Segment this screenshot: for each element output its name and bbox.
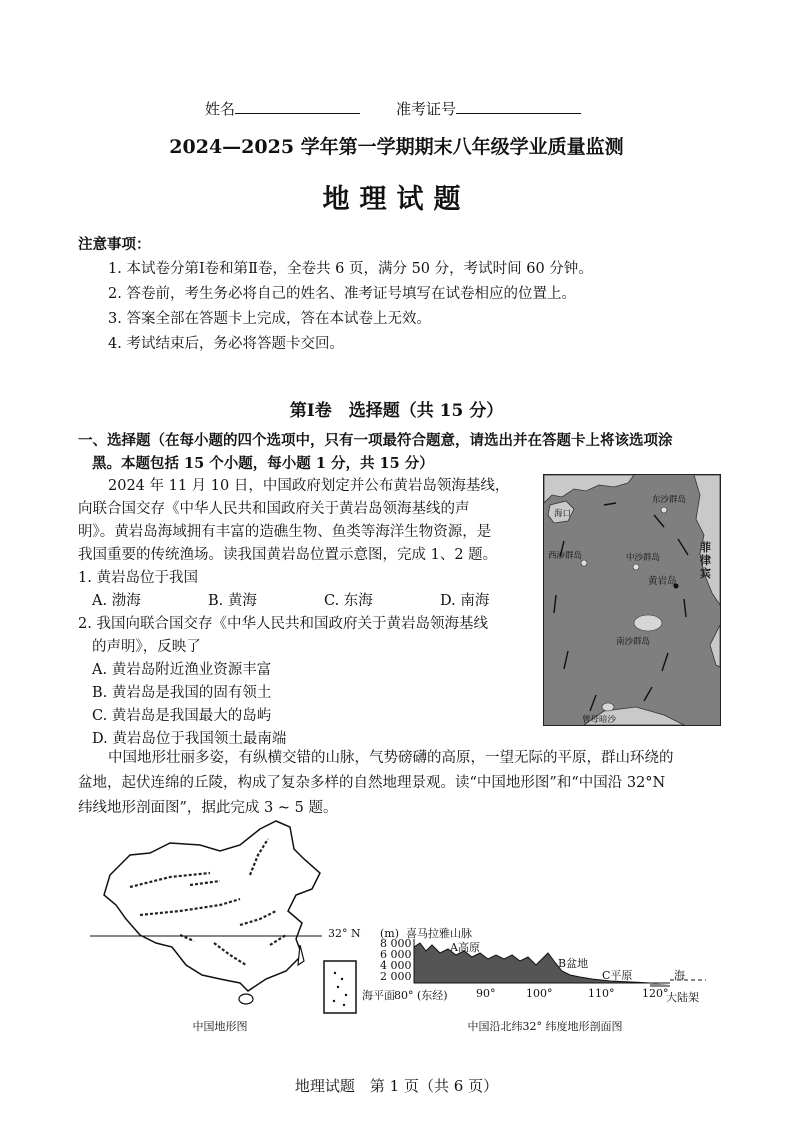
q2-option-b[interactable]: B. 黄岩岛是我国的固有领土 [92,685,272,701]
profile-y-tick: 4 000 [380,959,412,972]
china-map-graphic [90,815,380,1015]
q2-option-d[interactable]: D. 黄岩岛位于我国领土最南端 [92,731,287,747]
notice-heading: 注意事项： [78,236,151,253]
exam-id-field[interactable] [396,98,581,119]
map-label-nansha: 南沙群岛 [616,637,651,647]
passage-line: 我国重要的传统渔场。读我国黄岩岛位置示意图，完成 1、2 题。 [78,547,498,563]
passage-line: 纬线地形剖面图”，据此完成 3 ~ 5 题。 [78,800,338,816]
profile-label-shelf: 大陆架 [666,991,699,1004]
exam-title: 2024—2025 学年第一学期期末八年级学业质量监测 [169,136,624,158]
profile-x-tick: 120° [642,987,669,1000]
notice-item: 4. 考试结束后，务必将答题卡交回。 [108,336,344,352]
q1-option-d[interactable]: D. 南海 [440,593,490,609]
passage-line: 向联合国交存《中华人民共和国政府关于黄岩岛领海基线的声 [78,501,470,517]
instruction-line: 一、选择题（在每小题的四个选项中，只有一项最符合题意，请选出并在答题卡上将该选项涂 [78,432,673,449]
q1-option-a[interactable]: A. 渤海 [92,593,141,609]
terrain-profile-figure [362,925,710,1015]
passage-line: 盆地，起伏连绵的丘陵，构成了复杂多样的自然地理景观。读“中国地形图”和“中国沿 32°N [78,775,666,791]
profile-x-tick: 90° [476,987,496,1000]
passage-line: 明》。黄岩岛海域拥有丰富的造礁生物、鱼类等海洋生物资源，是 [78,524,492,540]
name-label: 姓名 [205,100,236,118]
profile-unit: (m) [380,927,400,940]
profile-label-himalaya: 喜马拉雅山脉 [406,927,472,940]
map-label-zengmu: 曾母暗沙 [582,715,617,725]
section-title: 第Ⅰ卷 选择题（共 15 分） [289,401,504,421]
latitude-32-label: 32° N [328,927,361,940]
question-2-stem: 2. 我国向联合国交存《中华人民共和国政府关于黄岩岛领海基线 [78,616,488,632]
huangyan-island-map [543,474,721,726]
map-label-zhongsha: 中沙群岛 [626,553,661,563]
instruction-line: 黑。本题包括 15 个小题，每小题 1 分，共 15 分） [92,455,434,472]
page-footer: 地理试题 第 1 页（共 6 页） [294,1077,499,1095]
q1-option-c[interactable]: C. 东海 [324,593,373,609]
profile-x-tick: 110° [588,987,615,1000]
profile-y-tick: 6 000 [380,948,412,961]
q1-option-b[interactable]: B. 黄海 [208,593,257,609]
profile-sea-level: 海平面 [362,989,395,1002]
profile-label-sea: 海 [674,969,685,982]
question-2-stem: 的声明》，反映了 [92,639,201,655]
profile-y-tick: 8 000 [380,937,412,950]
name-field[interactable] [205,98,360,119]
profile-x-tick: 80° (东经) [394,989,448,1002]
china-terrain-map [90,815,380,1015]
passage-line: 2024 年 11 月 10 日，中国政府划定并公布黄岩岛领海基线， [108,478,510,494]
notice-item: 3. 答案全部在答题卡上完成，答在本试卷上无效。 [108,311,431,327]
notice-item: 1. 本试卷分第Ⅰ卷和第Ⅱ卷，全卷共 6 页，满分 50 分，考试时间 60 分钟。 [108,261,593,277]
exam-id-label: 准考证号 [396,100,457,118]
map-label-huangyan: 黄岩岛 [648,576,677,587]
profile-x-tick: 100° [526,987,553,1000]
notice-item: 2. 答卷前，考生务必将自己的姓名、准考证号填写在试卷相应的位置上。 [108,286,576,302]
q2-option-a[interactable]: A. 黄岩岛附近渔业资源丰富 [92,662,272,678]
map-label-xisha: 西沙群岛 [548,551,583,561]
name-blank[interactable] [235,99,360,114]
profile-caption: 中国沿北纬32° 纬度地形剖面图 [467,1020,623,1033]
profile-label-c: C平原 [602,969,633,982]
map-label-dongsha: 东沙群岛 [652,495,687,505]
q2-option-c[interactable]: C. 黄岩岛是我国最大的岛屿 [92,708,272,724]
exam-id-blank[interactable] [456,99,581,114]
passage-line: 中国地形壮丽多姿，有纵横交错的山脉，气势磅礴的高原，一望无际的平原，群山环绕的 [108,750,674,766]
question-1-stem: 1. 黄岩岛位于我国 [78,570,198,586]
map-label-philippines: 菲律宾 [700,541,711,580]
profile-label-a: A高原 [450,941,480,954]
profile-y-tick: 2 000 [380,970,412,983]
china-map-caption: 中国地形图 [192,1020,248,1033]
profile-label-b: B盆地 [558,957,589,970]
subject-title: 地理试题 [322,184,471,215]
map-label-haikou: 海口 [554,509,572,519]
